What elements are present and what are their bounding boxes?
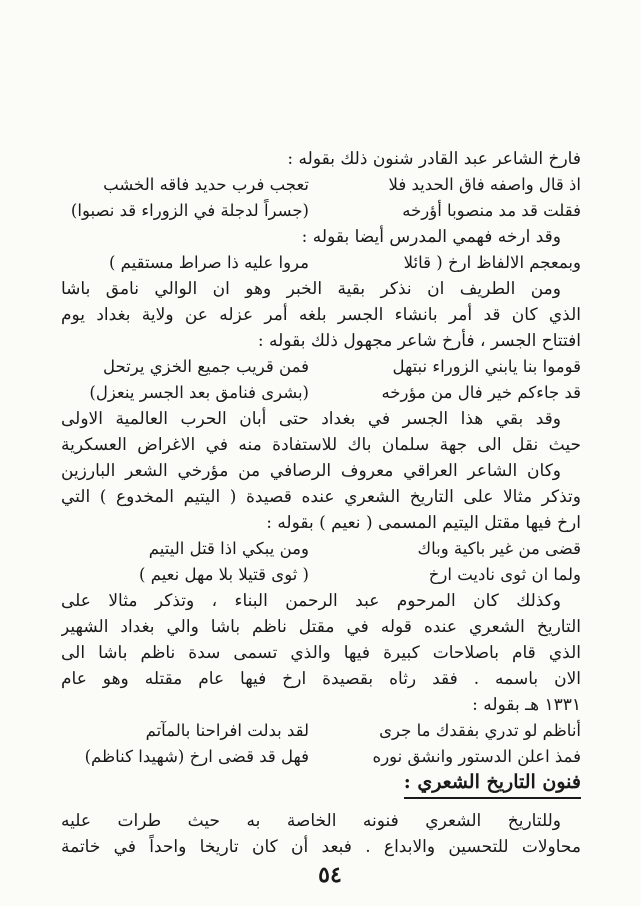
verse-first-hemistich: قضى من غير باكية وباك xyxy=(417,539,581,558)
verse-second-hemistich: ( ثوى قتيلا بلا مهل نعيم ) xyxy=(139,565,309,584)
verse-first-hemistich: ولما ان ثوى ناديت ارخ xyxy=(428,565,581,584)
verse-second-hemistich: مروا عليه ذا صراط مستقيم ) xyxy=(108,253,309,272)
verse-second-hemistich: (جسراً لدجلة في الزوراء قد نصبوا) xyxy=(70,201,309,220)
text-line: فارخ الشاعر عبد القادر شنون ذلك بقوله : xyxy=(287,149,581,169)
verse-first-hemistich: قد جاءكم خير فال من مؤرخه xyxy=(381,383,581,402)
text-line: ١٣٣١ هـ بقوله : xyxy=(472,695,581,715)
text-line: حيث نقل الى جهة سلمان باك للاستفادة منه في الاغراض العسكرية xyxy=(61,435,581,455)
text-line: وكذلك كان المرحوم عبد الرحمن البناء ، وتذكر مثالا على xyxy=(61,591,561,611)
verse-line xyxy=(61,354,581,380)
text-line: وكان الشاعر العراقي معروف الرصافي من مؤرخي الشعر البارزين xyxy=(61,461,561,481)
page-number: ٥٤ xyxy=(318,862,342,888)
text-line: الان باسمه . فقد رثاه بقصيدة ارخ فيها عام مقتله وهو عام xyxy=(61,669,581,689)
text-line: افتتاح الجسر ، فأرخ شاعر مجهول ذلك بقوله : xyxy=(257,331,581,351)
verse-first-hemistich: أناظم لو تدري بفقدك ما جرى xyxy=(379,721,581,740)
verse-line xyxy=(61,744,581,770)
verse-second-hemistich: ومن يبكي اذا قتل اليتيم xyxy=(148,539,309,558)
text-line: ومن الطريف ان نذكر بقية الخبر وهو ان الوالي نامق باشا xyxy=(61,279,561,299)
text-line: محاولات للتحسين والابداع . فبعد أن كان تاريخا واحداً في خاتمة xyxy=(61,837,581,857)
verse-second-hemistich: (بشرى فنامق بعد الجسر ينعزل) xyxy=(89,383,309,402)
verse-second-hemistich: فهل قد قضى ارخ (شهيدا كناظم) xyxy=(84,747,309,766)
verse-line xyxy=(61,250,581,276)
text-line: وقد ارخه فهمي المدرس أيضا بقوله : xyxy=(301,227,561,247)
verse-first-hemistich: قوموا بنا يابني الزوراء نبتهل xyxy=(392,357,581,376)
verse-second-hemistich: تعجب فرب حديد فاقه الخشب xyxy=(103,175,309,194)
verse-line xyxy=(61,198,581,224)
verse-first-hemistich: وبمعجم الالفاظ ارخ ( قائلا xyxy=(403,253,581,272)
verse-line xyxy=(61,718,581,744)
verse-line xyxy=(61,536,581,562)
verse-first-hemistich: فمذ اعلن الدستور وانشق نوره xyxy=(372,747,581,766)
verse-line xyxy=(61,562,581,588)
text-line: ارخ فيها مقتل اليتيم المسمى ( نعيم ) بقوله : xyxy=(266,513,581,533)
text-line: الذي قام باصلاحات كبيرة فيها والذي تسمى سدة ناظم باشا الى xyxy=(61,643,581,663)
verse-second-hemistich: فمن قريب جميع الخزي يرتحل xyxy=(103,357,309,376)
text-line: التاريخ الشعري عنده قوله في مقتل ناظم باشا والي بغداد الشهير xyxy=(61,617,581,637)
verse-second-hemistich: لقد بدلت افراحنا بالمآتم xyxy=(145,721,309,740)
verse-first-hemistich: اذ قال واصفه فاق الحديد فلا xyxy=(388,175,581,194)
text-line: وللتاريخ الشعري فنونه الخاصة به حيث طرات عليه xyxy=(61,811,561,831)
verse-first-hemistich: فقلت قد مد منصوبا أؤرخه xyxy=(402,201,581,220)
text-line: وقد بقي هذا الجسر في بغداد حتى أبان الحرب العالمية الاولى xyxy=(61,409,561,429)
text-line: الذي كان قد أمر بانشاء الجسر بلغه أمر عزله عن ولاية بغداد يوم xyxy=(61,305,581,325)
section-heading: فنون التاريخ الشعري : xyxy=(404,768,581,799)
verse-line xyxy=(61,380,581,406)
verse-line xyxy=(61,172,581,198)
text-line: وتذكر مثالا على التاريخ الشعري عنده قصيدة ( اليتيم المخدوع ) التي xyxy=(61,487,581,507)
